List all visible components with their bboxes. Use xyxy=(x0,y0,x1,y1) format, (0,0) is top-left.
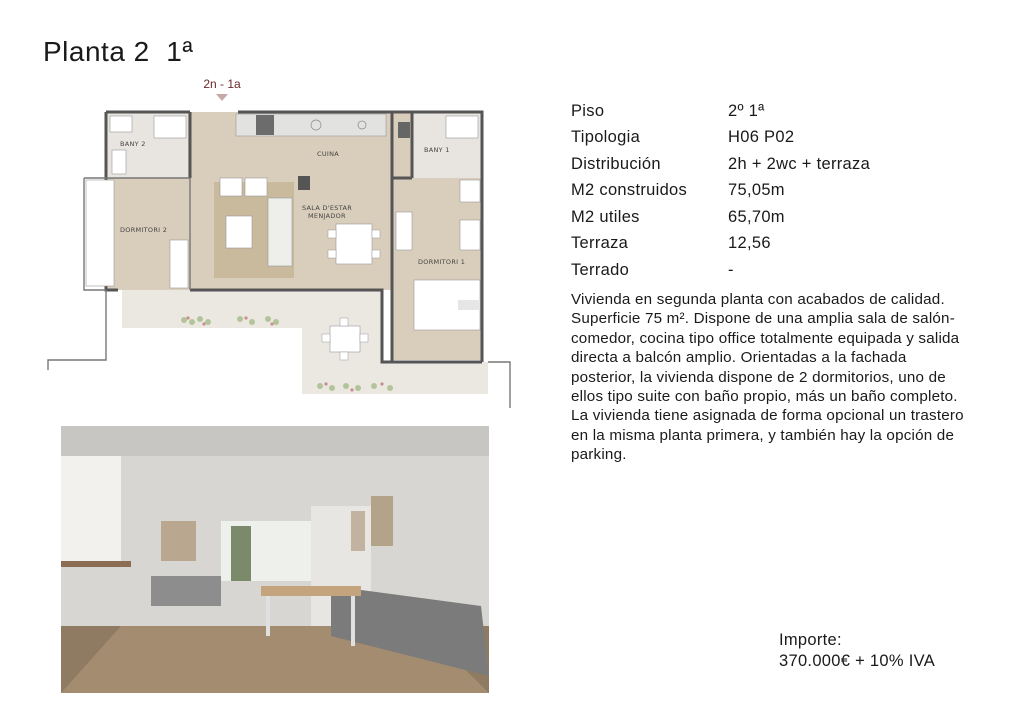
coffee-table xyxy=(226,216,252,248)
description-text: Vivienda en segunda planta con acabados de calidad. Superficie 75 m². Dispone de una amplia sala de salón-comedor, cocina tipo office totalmente equipada y salida directa a balcón amplio. Orientadas a la fachada posterior, la vivienda dispone de 2 dormitorios, uno de ellos tipo suite con baño propio, más un baño completo. La vivienda tiene asignada de forma opcional un trastero en la misma planta primera, y también hay la opción de parking. xyxy=(571,291,964,464)
room-label-bany-2: BANY 2 xyxy=(120,140,146,148)
price-block xyxy=(779,630,935,672)
dining-table xyxy=(336,224,372,264)
spec-label: Tipologia xyxy=(571,128,641,147)
spec-row xyxy=(571,231,870,258)
sofa xyxy=(268,198,292,266)
room-label-bany-1: BANY 1 xyxy=(424,146,450,154)
price-value: 370.000€ + 10% IVA xyxy=(779,652,936,670)
spec-value: 12,56 xyxy=(728,234,771,253)
price-label: Importe: xyxy=(779,631,842,649)
spec-label: Terrado xyxy=(571,260,630,279)
floor-plan xyxy=(40,100,520,410)
spec-label: M2 construidos xyxy=(571,181,688,200)
dormitori-1-floor xyxy=(392,178,482,360)
spec-value: - xyxy=(728,260,734,279)
spec-value: 2h + 2wc + terraza xyxy=(728,154,871,173)
specs-table xyxy=(571,98,870,284)
spec-value: H06 P02 xyxy=(728,128,795,147)
spec-value: 75,05m xyxy=(728,181,785,200)
room-label-sala-line2: MENJADOR xyxy=(308,212,346,220)
spec-row xyxy=(571,151,870,178)
spec-row xyxy=(571,257,870,284)
spec-row xyxy=(571,204,870,231)
unit-marker-label: 2n - 1a xyxy=(203,77,241,91)
spec-row xyxy=(571,125,870,152)
spec-label: Terraza xyxy=(571,234,629,253)
room-label-cuina: CUINA xyxy=(317,150,340,158)
page-title: Planta 2 1ª xyxy=(43,36,194,67)
spec-label: M2 utiles xyxy=(571,207,640,226)
spec-label: Distribución xyxy=(571,154,661,173)
room-label-sala-line1: SALA D'ESTAR xyxy=(302,204,353,212)
room-label-dormitori-1: DORMITORI 1 xyxy=(418,258,466,266)
spec-row xyxy=(571,98,870,125)
spec-row xyxy=(571,178,870,205)
spec-value: 65,70m xyxy=(728,207,785,226)
room-label-dormitori-2: DORMITORI 2 xyxy=(120,226,168,234)
interior-render-image xyxy=(61,426,489,693)
spec-label: Piso xyxy=(571,101,605,120)
spec-value: 2º 1ª xyxy=(728,101,765,120)
terrace-table xyxy=(330,326,360,352)
